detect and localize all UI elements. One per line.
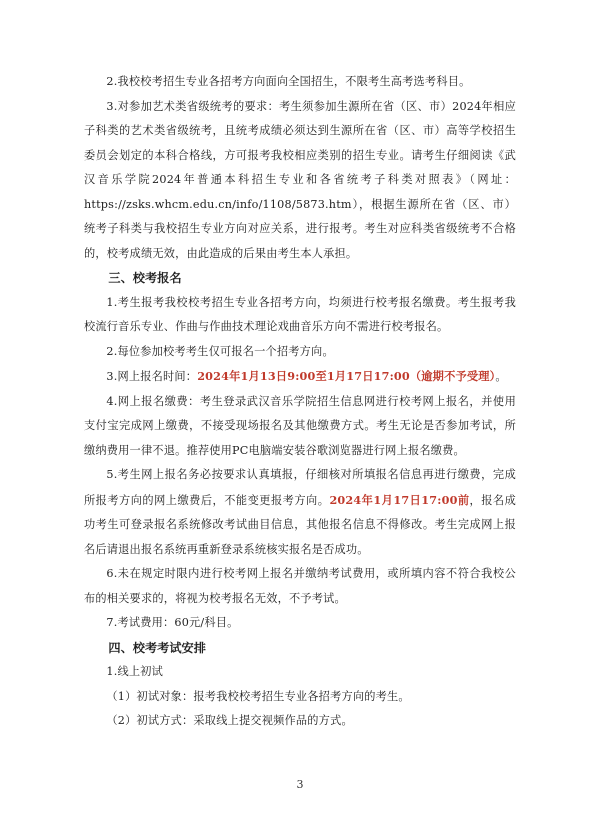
verify-text-before: 5.考生网上报名务必按要求认真填报，仔细核对所填报名信息再进行缴费，完成所报考方向的网上缴费后，不能变更报考方向。 — [84, 468, 516, 507]
paragraph-3-art-exam-requirements: 3.对参加艺术类省级统考的要求：考生须参加生源所在省（区、市）2024年相应子科类的艺术类省级统考，且统考成绩必须达到生源所在省（区、市）高等学校招生委员会划定的本科合格线，方可报考我校相应类别的招生专业。请考生仔细阅读《武汉音乐学院2024年普通本科招生专业和各省统考子科类对照表》（网址：https://zsks.whcm.edu.cn/info/1108/5873.htm），根据生源所在省（区、市）统考子科类与我校招生专业方向对应关系，进行报考。考生对应科类省级统考不合格的，校考成绩无效，由此造成的后果由考生本人承担。 — [84, 99, 516, 260]
paragraph-registration-2: 2.每位参加校考考生仅可报名一个招考方向。 — [106, 344, 334, 358]
paragraph-online-preliminary: 1.线上初试 — [106, 665, 164, 678]
paragraph-registration-3-time — [84, 364, 516, 390]
paragraph-preliminary-target: （1）初试对象：报考我校校考招生专业各招考方向的考生。 — [106, 689, 410, 703]
paragraph-registration-5-verify — [84, 463, 516, 562]
page-number: 3 — [296, 778, 304, 791]
registration-time-end: 。 — [495, 370, 507, 383]
verify-text-after: ，报名成功考生可登录报名系统修改考试曲目信息，其他报名信息不得修改。考生完成网上报名后请退出报名系统再重新登录系统核实报名是否成功。 — [84, 493, 516, 556]
registration-time-highlight: 2024年1月13日9:00至1月17日17:00（逾期不予受理） — [197, 369, 496, 383]
paragraph-2-recruitment-scope: 2.我校校考招生专业各招考方向面向全国招生，不限考生高考选考科目。 — [106, 75, 471, 88]
section-heading-exam-arrangement: 四、校考考试安排 — [108, 640, 206, 655]
verify-deadline-highlight: 2024年1月17日17:00前 — [329, 492, 470, 507]
paragraph-preliminary-method: （2）初试方式：采取线上提交视频作品的方式。 — [106, 714, 353, 727]
paragraph-registration-7-fee: 7.考试费用：60元/科目。 — [106, 616, 239, 629]
document-body — [84, 70, 516, 734]
paragraph-registration-4-payment: 4.网上报名缴费：考生登录武汉音乐学院招生信息网进行校考网上报名，并使用支付宝完成网上缴费，不接受现场报名及其他缴费方式。考生无论是否参加考试，所缴纳费用一律不退。推荐使用PC电脑端安装谷歌浏览器进行网上报名缴费。 — [84, 394, 516, 457]
section-heading-registration: 三、校考报名 — [108, 271, 182, 285]
paragraph-registration-6-invalid: 6.未在规定时限内进行校考网上报名并缴纳考试费用，或所填内容不符合我校公布的相关要求的，将视为校考报名无效，不予考试。 — [84, 567, 516, 605]
registration-time-label: 3.网上报名时间： — [106, 370, 198, 383]
paragraph-registration-1: 1.考生报考我校校考招生专业各招考方向，均须进行校考报名缴费。考生报考我校流行音乐专业、作曲与作曲技术理论戏曲音乐方向不需进行校考报名。 — [84, 295, 516, 333]
